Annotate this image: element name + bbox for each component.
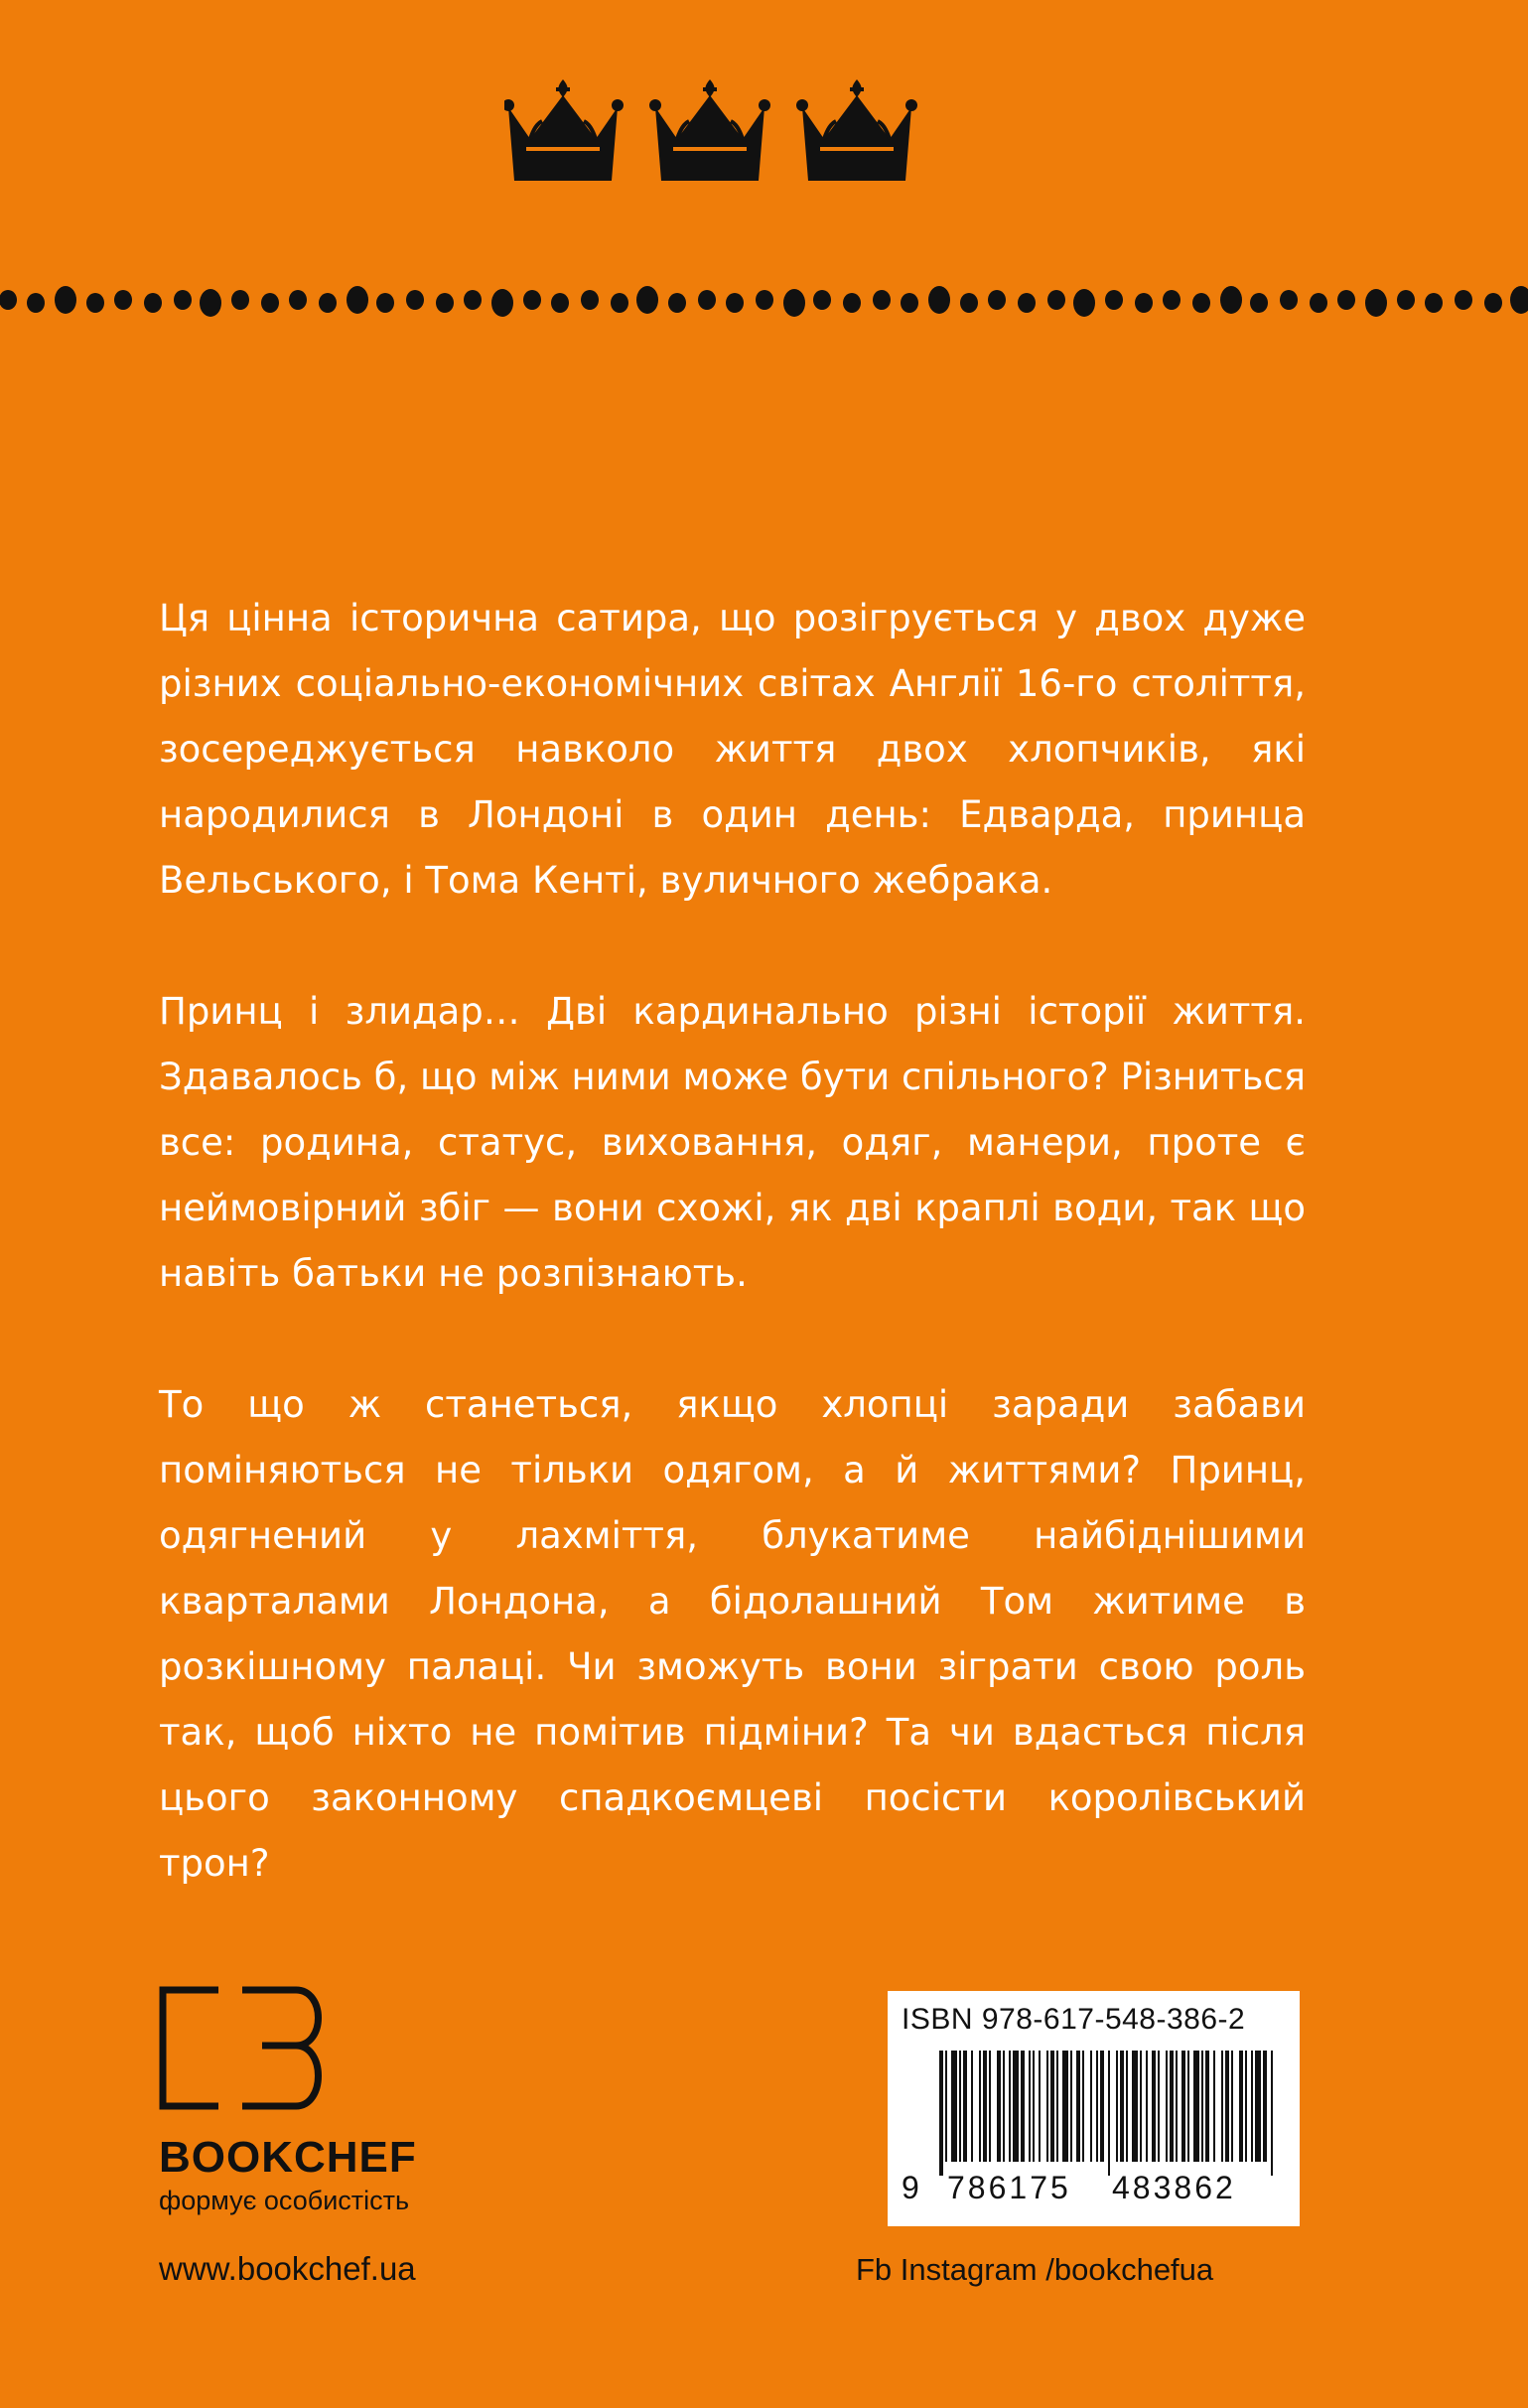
- barcode-bar: [1239, 2051, 1243, 2162]
- publisher-website[interactable]: www.bookchef.ua: [159, 2250, 416, 2287]
- bead-dot: [960, 293, 978, 313]
- publisher-name: BOOKCHEF: [159, 2133, 417, 2182]
- bead-dot: [1047, 290, 1065, 310]
- bead-dot: [200, 289, 221, 317]
- bead-dot: [756, 290, 773, 310]
- blurb-paragraph-1: Ця цінна історична сатира, що розігрується у двох дуже різних соціально-економічних світах Англії 16-го століття, зосереджується навколо життя двох хлопчиків, які народилися в Лондоні в один день: Едварда, принца Вельського, і Тома Кенті, вуличного жебрака.: [159, 597, 1306, 902]
- barcode-bar: [1201, 2051, 1203, 2162]
- barcode-bar: [1140, 2051, 1142, 2162]
- barcode-bar: [1176, 2051, 1178, 2162]
- barcode-bar: [1070, 2051, 1072, 2162]
- barcode-bar: [1062, 2051, 1068, 2162]
- barcode-bar: [945, 2051, 947, 2162]
- bead-dot: [464, 290, 482, 310]
- barcode-bar: [1108, 2051, 1110, 2176]
- barcode-bar: [1021, 2051, 1025, 2162]
- bead-dot: [1310, 293, 1327, 313]
- bead-dot: [261, 293, 279, 313]
- bead-dot: [1484, 293, 1502, 313]
- publisher-slogan: формує особистість: [159, 2186, 410, 2215]
- bead-dot: [523, 290, 541, 310]
- barcode-bar: [997, 2051, 1001, 2162]
- bead-dot: [1510, 286, 1528, 314]
- bead-dot: [1455, 290, 1472, 310]
- bead-dot: [0, 290, 17, 310]
- bead-dot: [289, 290, 307, 310]
- bookchef-logo-icon: [159, 1986, 328, 2110]
- back-cover-blurb: [159, 586, 1306, 1962]
- barcode-bar: [1231, 2051, 1233, 2162]
- blurb-paragraph-3: То що ж станеться, якщо хлопці заради забави поміняються не тільки одягом, а й життями? Принц, одягнений у лахміття, блукатиме найбіднішими кварталами Лондона, а бідолашний Том житиме в розкішному палаці. Чи зможуть вони зіграти свою роль так, щоб ніхто не помітив підміни? Та чи вдасться після цього законному спадкоємцеві посісти королівський трон?: [159, 1383, 1306, 1885]
- barcode-bar: [1120, 2051, 1124, 2162]
- barcode-bar: [1046, 2051, 1048, 2162]
- barcode-bar: [1096, 2051, 1098, 2162]
- bead-dot: [114, 290, 132, 310]
- barcode-bar: [1170, 2051, 1174, 2162]
- bead-dot: [436, 293, 454, 313]
- bead-dot: [636, 286, 658, 314]
- crown-icon: [649, 79, 770, 181]
- barcode-bar: [1221, 2051, 1223, 2162]
- barcode-bar: [989, 2051, 991, 2162]
- barcode-bar: [1029, 2051, 1031, 2162]
- barcode-bar: [1251, 2051, 1253, 2162]
- barcode-bar: [1126, 2051, 1128, 2162]
- bead-dot: [698, 290, 716, 310]
- bead-dot: [988, 290, 1006, 310]
- bead-dot: [376, 293, 394, 313]
- bead-dot: [231, 290, 249, 310]
- barcode-bar: [1205, 2051, 1209, 2162]
- bead-dot: [1250, 293, 1268, 313]
- bead-dot: [668, 293, 686, 313]
- bead-dot: [783, 289, 805, 317]
- barcode-bar: [1158, 2051, 1160, 2162]
- bead-dot: [843, 293, 861, 313]
- barcode-bar: [1082, 2051, 1084, 2162]
- barcode-bar: [1132, 2051, 1138, 2162]
- barcode-bar: [1076, 2051, 1080, 2162]
- bead-divider: [0, 276, 1528, 326]
- bead-dot: [86, 293, 104, 313]
- bead-dot: [1365, 289, 1387, 317]
- blurb-paragraph-2: Принц і злидар… Дві кардинально різні історії життя. Здавалось б, що між ними може бути спільного? Різниться все: родина, статус, виховання, одяг, манери, проте є неймовірний збіг — вони схожі, як дві краплі води, так що навіть батьки не розпізнають.: [159, 990, 1307, 1295]
- barcode-bar: [971, 2051, 973, 2162]
- social-handles[interactable]: Fb Instagram /bookchefua: [856, 2252, 1214, 2287]
- bead-dot: [55, 286, 76, 314]
- barcode-bar: [1033, 2051, 1035, 2162]
- barcode-bar: [1245, 2051, 1247, 2162]
- publisher-logo: [159, 1986, 496, 2217]
- bead-dot: [174, 290, 192, 310]
- bead-dot: [813, 290, 831, 310]
- barcode-bar: [1263, 2051, 1267, 2162]
- bead-dot: [551, 293, 569, 313]
- barcode-bar: [1255, 2051, 1261, 2162]
- barcode-bar: [1213, 2051, 1215, 2162]
- barcode-bar: [979, 2051, 981, 2162]
- barcode-bar: [1013, 2051, 1019, 2162]
- bead-dot: [1397, 290, 1415, 310]
- barcode-bar: [1090, 2051, 1092, 2162]
- bead-dot: [144, 293, 162, 313]
- barcode-bar: [1146, 2051, 1148, 2162]
- crown-icon: [504, 79, 624, 181]
- bead-dot: [491, 289, 513, 317]
- bead-dot: [901, 293, 918, 313]
- barcode-bar: [1187, 2051, 1189, 2162]
- bead-dot: [726, 293, 744, 313]
- barcode: [939, 2051, 1277, 2176]
- bead-dot: [319, 293, 337, 313]
- barcode-first-digit: 9: [902, 2170, 922, 2205]
- barcode-group-1: 786175: [947, 2170, 1071, 2205]
- isbn-barcode-box: [888, 1991, 1300, 2226]
- barcode-bar: [939, 2051, 943, 2176]
- crown-ornament: [504, 77, 935, 191]
- barcode-bar: [963, 2051, 967, 2162]
- bead-dot: [1280, 290, 1298, 310]
- bead-dot: [873, 290, 891, 310]
- barcode-bar: [1193, 2051, 1199, 2162]
- bead-dot: [1018, 293, 1036, 313]
- bead-dot: [1163, 290, 1181, 310]
- bead-dot: [1337, 290, 1355, 310]
- bead-dot: [928, 286, 950, 314]
- bead-dot: [1425, 293, 1443, 313]
- bead-dot: [27, 293, 45, 313]
- bead-dot: [1220, 286, 1242, 314]
- barcode-bar: [951, 2051, 957, 2162]
- barcode-bar: [1271, 2051, 1273, 2176]
- barcode-bar: [1056, 2051, 1058, 2162]
- barcode-bar: [1003, 2051, 1005, 2162]
- bead-dot: [1135, 293, 1153, 313]
- barcode-bar: [1166, 2051, 1168, 2162]
- barcode-bar: [983, 2051, 987, 2162]
- barcode-bar: [1100, 2051, 1104, 2162]
- barcode-bar: [1152, 2051, 1156, 2162]
- barcode-bar: [1009, 2051, 1011, 2162]
- bead-dot: [1192, 293, 1210, 313]
- barcode-bar: [1181, 2051, 1185, 2162]
- isbn-label: ISBN 978-617-548-386-2: [902, 2003, 1246, 2036]
- bead-dot: [406, 290, 424, 310]
- barcode-bar: [1050, 2051, 1054, 2162]
- bead-dot: [347, 286, 368, 314]
- barcode-bar: [1116, 2051, 1118, 2162]
- bead-dot: [1105, 290, 1123, 310]
- bead-dot: [1073, 289, 1095, 317]
- barcode-bar: [1039, 2051, 1041, 2162]
- barcode-bar: [1225, 2051, 1229, 2162]
- crown-icon: [796, 79, 917, 181]
- barcode-group-2: 483862: [1112, 2170, 1236, 2205]
- bead-dot: [581, 290, 599, 310]
- bead-dot: [611, 293, 628, 313]
- barcode-bar: [959, 2051, 961, 2162]
